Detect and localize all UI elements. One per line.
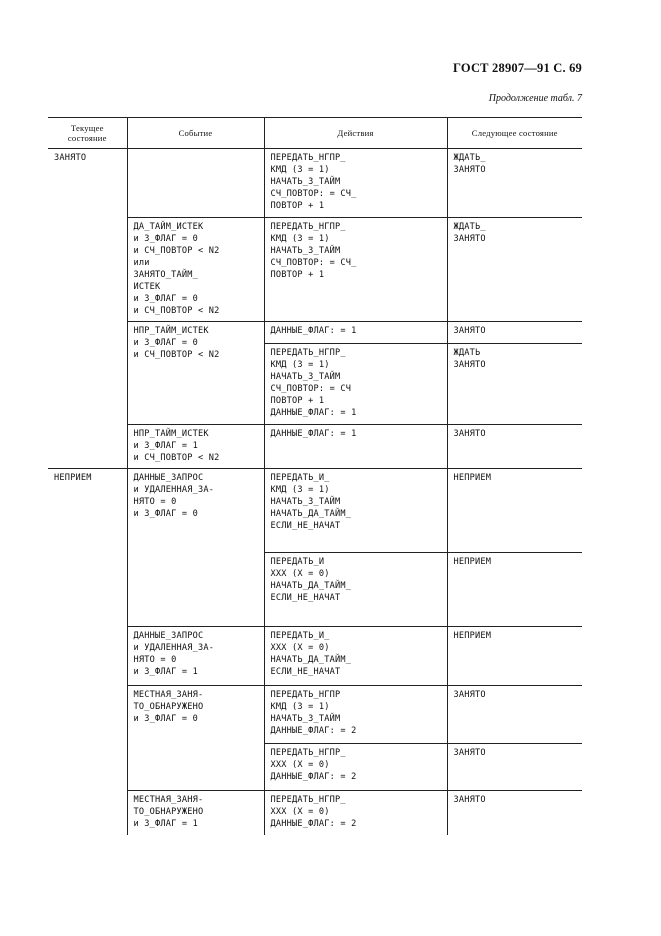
next-state-cell: ЗАНЯТО bbox=[447, 322, 582, 344]
actions-cell: ПЕРЕДАТЬ_НГПР КМД (З = 1) НАЧАТЬ_З_ТАЙМ ДАННЫЕ_ФЛАГ: = 2 bbox=[264, 686, 447, 744]
state-cell: НЕПРИЕМ bbox=[48, 469, 127, 835]
next-state-cell: НЕПРИЕМ bbox=[447, 553, 582, 627]
event-cell: ДАННЫЕ_ЗАПРОС и УДАЛЕННАЯ_ЗА- НЯТО = 0 и З_ФЛАГ = 1 bbox=[127, 627, 264, 686]
table-row bbox=[48, 791, 582, 835]
actions-cell: ПЕРЕДАТЬ_НГПР_ КМД (З = 1) НАЧАТЬ_З_ТАЙМ СЧ_ПОВТОР: = СЧ ПОВТОР + 1 ДАННЫЕ_ФЛАГ: = 1 bbox=[264, 344, 447, 425]
table-row bbox=[48, 469, 582, 553]
state-transition-table bbox=[48, 117, 582, 835]
next-state-cell: НЕПРИЕМ bbox=[447, 469, 582, 553]
actions-cell: ПЕРЕДАТЬ_И ХХХ (Х = 0) НАЧАТЬ_ДА_ТАЙМ_ ЕСЛИ_НЕ_НАЧАТ bbox=[264, 553, 447, 627]
table-row bbox=[48, 322, 582, 344]
event-cell: МЕСТНАЯ_ЗАНЯ- ТО_ОБНАРУЖЕНО и З_ФЛАГ = 1 bbox=[127, 791, 264, 835]
actions-cell: ПЕРЕДАТЬ_И_ КМД (З = 1) НАЧАТЬ_З_ТАЙМ НАЧАТЬ_ДА_ТАЙМ_ ЕСЛИ_НЕ_НАЧАТ bbox=[264, 469, 447, 553]
state-cell: ЗАНЯТО bbox=[48, 149, 127, 469]
actions-cell: ПЕРЕДАТЬ_НГПР_ КМД (З = 1) НАЧАТЬ_З_ТАЙМ СЧ_ПОВТОР: = СЧ_ ПОВТОР + 1 bbox=[264, 149, 447, 218]
actions-cell: ДАННЫЕ_ФЛАГ: = 1 bbox=[264, 425, 447, 469]
event-cell: НПР_ТАЙМ_ИСТЕК и З_ФЛАГ = 0 и СЧ_ПОВТОР < N2 bbox=[127, 322, 264, 425]
next-state-cell: ЖДАТЬ_ ЗАНЯТО bbox=[447, 149, 582, 218]
event-cell: ДАННЫЕ_ЗАПРОС и УДАЛЕННАЯ_ЗА- НЯТО = 0 и З_ФЛАГ = 0 bbox=[127, 469, 264, 627]
table-row bbox=[48, 627, 582, 686]
table-row bbox=[48, 425, 582, 469]
next-state-cell: ЗАНЯТО bbox=[447, 686, 582, 744]
actions-cell: ПЕРЕДАТЬ_И_ ХХХ (Х = 0) НАЧАТЬ_ДА_ТАЙМ_ ЕСЛИ_НЕ_НАЧАТ bbox=[264, 627, 447, 686]
event-cell: НПР_ТАЙМ_ИСТЕК и З_ФЛАГ = 1 и СЧ_ПОВТОР < N2 bbox=[127, 425, 264, 469]
next-state-cell: ЖДАТЬ_ ЗАНЯТО bbox=[447, 218, 582, 322]
table-row bbox=[48, 149, 582, 218]
actions-cell: ПЕРЕДАТЬ_НГПР_ ХХХ (Х = 0) ДАННЫЕ_ФЛАГ: = 2 bbox=[264, 791, 447, 835]
next-state-cell: ЗАНЯТО bbox=[447, 744, 582, 791]
actions-cell: ДАННЫЕ_ФЛАГ: = 1 bbox=[264, 322, 447, 344]
column-header-actions: Действия bbox=[264, 118, 447, 149]
page-header: ГОСТ 28907—91 С. 69 bbox=[453, 61, 582, 75]
table-header-row bbox=[48, 118, 582, 149]
actions-cell: ПЕРЕДАТЬ_НГПР_ КМД (З = 1) НАЧАТЬ_З_ТАЙМ СЧ_ПОВТОР: = СЧ_ ПОВТОР + 1 bbox=[264, 218, 447, 322]
table-row bbox=[48, 686, 582, 744]
event-cell bbox=[127, 149, 264, 218]
event-cell: ДА_ТАЙМ_ИСТЕК и З_ФЛАГ = 0 и СЧ_ПОВТОР < N2 или ЗАНЯТО_ТАЙМ_ ИСТЕК и З_ФЛАГ = 0 и СЧ_ПОВТОР < N2 bbox=[127, 218, 264, 322]
next-state-cell: ЗАНЯТО bbox=[447, 791, 582, 835]
table-row bbox=[48, 218, 582, 322]
column-header-next-state: Следующее состояние bbox=[447, 118, 582, 149]
next-state-cell: НЕПРИЕМ bbox=[447, 627, 582, 686]
next-state-cell: ЗАНЯТО bbox=[447, 425, 582, 469]
actions-cell: ПЕРЕДАТЬ_НГПР_ ХХХ (Х = 0) ДАННЫЕ_ФЛАГ: = 2 bbox=[264, 744, 447, 791]
event-cell: МЕСТНАЯ_ЗАНЯ- ТО_ОБНАРУЖЕНО и З_ФЛАГ = 0 bbox=[127, 686, 264, 791]
table-continuation-label: Продолжение табл. 7 bbox=[488, 93, 582, 104]
column-header-current-state: Текущее состояние bbox=[48, 118, 127, 149]
column-header-event: Событие bbox=[127, 118, 264, 149]
next-state-cell: ЖДАТЬ ЗАНЯТО bbox=[447, 344, 582, 425]
